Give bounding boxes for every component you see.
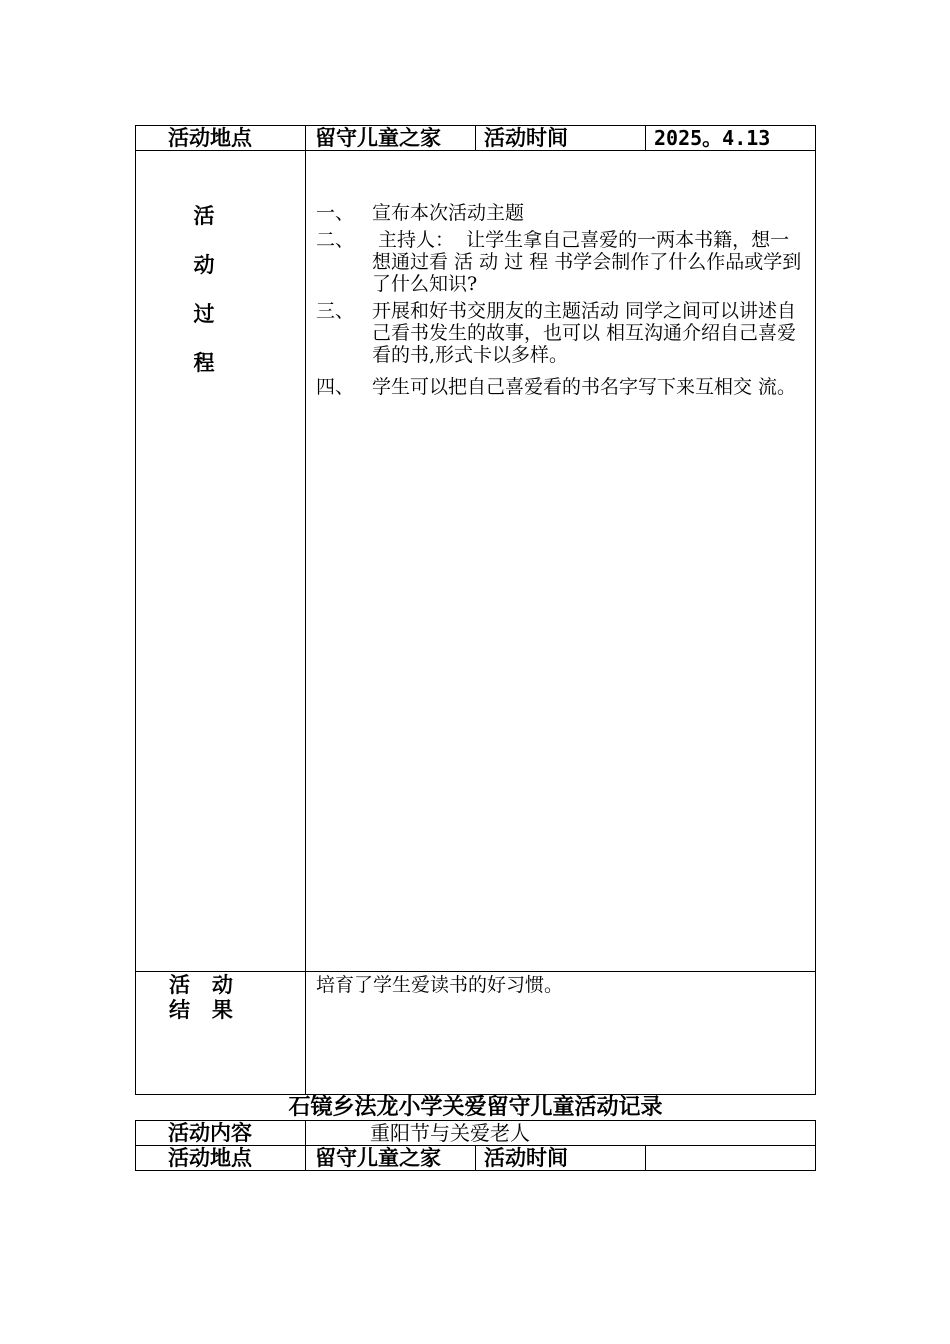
process-label-char-2: 动 (193, 252, 215, 277)
process-item-4-number: 四、 (316, 376, 355, 398)
location-label-2: 活动地点 (168, 1145, 252, 1170)
result-label-line-1: 活 动 (169, 972, 233, 997)
time-value: 2025。4.13 (654, 126, 771, 150)
process-item-2-text: 主持人： 让学生拿自己喜爱的一两本书籍，想一想通过看 活 动 过 程 书学会制作了什么作品或学到了什么知识? (372, 229, 802, 295)
process-item-1-text: 宣布本次活动主题 (372, 202, 525, 224)
process-item-3 (316, 300, 808, 366)
time-label: 活动时间 (484, 125, 568, 150)
process-item-4 (316, 376, 808, 398)
table2-left-border (135, 1120, 136, 1171)
result-label-line-2: 结 果 (169, 997, 233, 1022)
record-title: 石镜乡法龙小学关爱留守儿童活动记录 (288, 1094, 663, 1120)
content-value: 重阳节与关爱老人 (370, 1121, 530, 1145)
table1-label-divider (305, 125, 306, 1095)
process-label-char-3: 过 (193, 301, 215, 326)
time-label-2: 活动时间 (484, 1145, 568, 1170)
content-label: 活动内容 (168, 1120, 252, 1145)
process-label-char-1: 活 (193, 203, 215, 228)
table1-right-border (815, 125, 816, 1095)
table2-label-divider (305, 1120, 306, 1171)
process-item-3-text: 开展和好书交朋友的主题活动 同学之间可以讲述自己看书发生的故事，也可以 相互沟通介绍自己喜爱看的书,形式卡以多样。 (372, 300, 797, 366)
table1-header-divider-2 (645, 125, 646, 151)
process-item-1-number: 一、 (316, 202, 355, 224)
process-item-3-number: 三、 (316, 300, 355, 322)
table2-divider-1 (475, 1145, 476, 1171)
location-value-2: 留守儿童之家 (315, 1145, 441, 1170)
table1-left-border (135, 125, 136, 1095)
result-text: 培育了学生爱读书的好习惯。 (316, 974, 564, 996)
process-item-1 (316, 202, 808, 224)
table2-divider-2 (645, 1145, 646, 1171)
process-item-2 (316, 229, 808, 295)
process-item-4-text: 学生可以把自己喜爱看的书名字写下来互相交 流。 (372, 376, 797, 398)
table1-process-bottom-border (135, 971, 816, 972)
process-label-char-4: 程 (193, 350, 215, 375)
table1-header-divider-1 (475, 125, 476, 151)
location-label: 活动地点 (168, 125, 252, 150)
location-value: 留守儿童之家 (315, 125, 441, 150)
table2-right-border (815, 1120, 816, 1171)
process-item-2-number: 二、 (316, 229, 355, 251)
